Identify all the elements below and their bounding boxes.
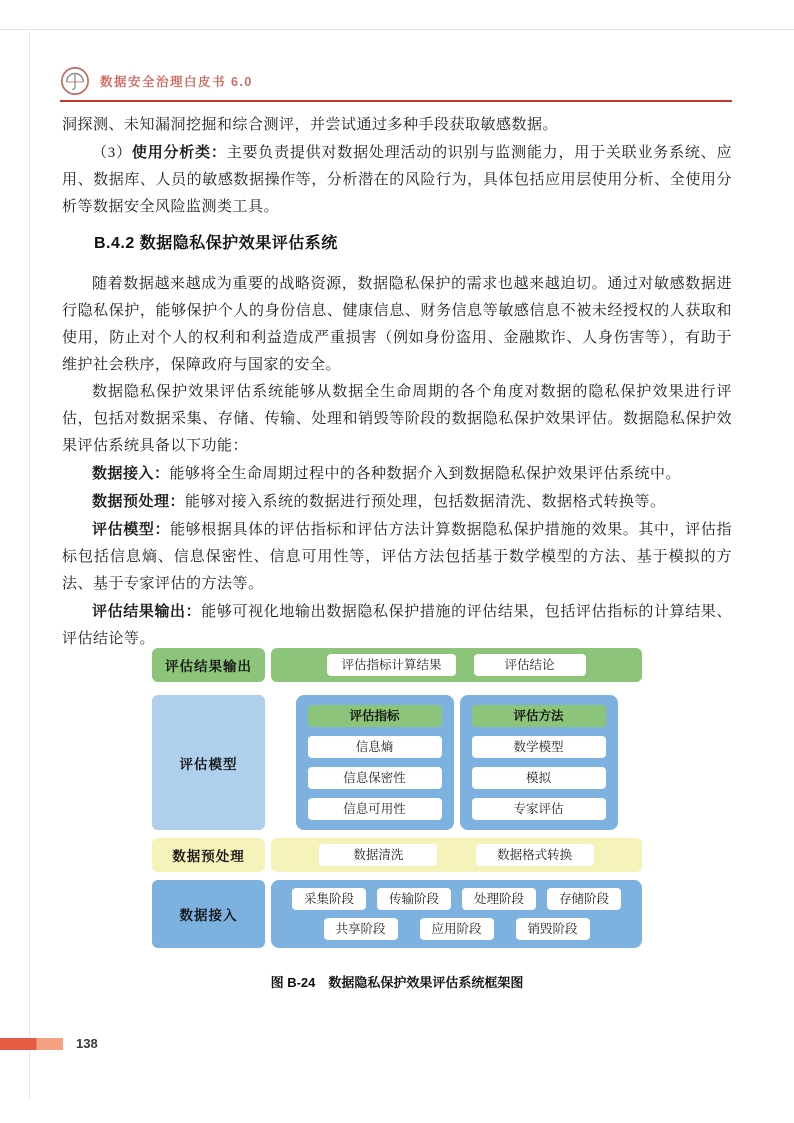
row-container-preprocess [271, 838, 642, 872]
function-lead: 数据接入： [92, 465, 170, 482]
diagram-box-math-model: 数学模型 [472, 736, 606, 758]
paragraph-function-output [62, 598, 732, 653]
list-item-number: （3） [92, 145, 132, 161]
diagram-box-availability: 信息可用性 [308, 798, 442, 820]
model-panels [271, 695, 642, 830]
diagram-box-process-stage: 处理阶段 [462, 888, 536, 910]
diagram-box-apply-stage: 应用阶段 [420, 918, 494, 940]
panel-indicators-title: 评估指标 [308, 705, 442, 727]
diagram-box-confidentiality: 信息保密性 [308, 767, 442, 789]
panel-indicators [296, 695, 454, 830]
diagram-box-transmit-stage: 传输阶段 [377, 888, 451, 910]
diagram-row-model [152, 695, 642, 830]
paragraph-function-model [62, 516, 732, 598]
access-stage-line-2 [281, 918, 632, 940]
row-label-access: 数据接入 [152, 880, 265, 948]
body-text [62, 112, 732, 653]
diagram-box-cleaning: 数据清洗 [319, 844, 437, 866]
list-item-text: 主要负责提供对数据处理活动的识别与监测能力，用于关联业务系统、应用、数据库、人员的敏感数据操作等，分析潜在的风险行为，具体包括应用层使用分析、全使用分析等数据安全风险监测类工具。 [62, 145, 732, 215]
paragraph-list-item [62, 139, 732, 221]
diagram-box-collect-stage: 采集阶段 [292, 888, 366, 910]
function-lead: 评估结果输出： [92, 603, 202, 620]
diagram-box-entropy: 信息熵 [308, 736, 442, 758]
panel-methods-title: 评估方法 [472, 705, 606, 727]
publisher-emblem-icon [60, 66, 90, 96]
framework-diagram [152, 648, 642, 948]
page-number-bar [0, 1038, 63, 1050]
page-header [60, 66, 253, 96]
row-container-access [271, 880, 642, 948]
panel-methods [460, 695, 618, 830]
diagram-box-format-convert: 数据格式转换 [476, 844, 594, 866]
function-text: 能够对接入系统的数据进行预处理，包括数据清洗、数据格式转换等。 [185, 494, 666, 510]
paragraph-overview: 数据隐私保护效果评估系统能够从数据全生命周期的各个角度对数据的隐私保护效果进行评估，包括对数据采集、存储、传输、处理和销毁等阶段的数据隐私保护效果评估。数据隐私保护效果评估系统具备以下功能： [62, 384, 732, 454]
figure-caption: 图 B-24 数据隐私保护效果评估系统框架图 [270, 975, 524, 990]
diagram-box-store-stage: 存储阶段 [547, 888, 621, 910]
diagram-box-share-stage: 共享阶段 [324, 918, 398, 940]
row-container-output [271, 648, 642, 682]
paragraph-function-access [62, 460, 732, 488]
function-lead: 评估模型： [92, 521, 171, 538]
function-text: 能够将全生命周期过程中的各种数据介入到数据隐私保护效果评估系统中。 [169, 466, 682, 482]
row-label-model: 评估模型 [152, 695, 265, 830]
header-divider [60, 100, 732, 102]
diagram-box-simulation: 模拟 [472, 767, 606, 789]
function-text: 能够可视化地输出数据隐私保护措施的评估结果，包括评估指标的计算结果、评估结论等。 [62, 604, 732, 647]
diagram-box-expert: 专家评估 [472, 798, 606, 820]
diagram-box-calc-result: 评估指标计算结果 [327, 654, 455, 676]
function-text: 能够根据具体的评估指标和评估方法计算数据隐私保护措施的效果。其中，评估指标包括信息熵、信息保密性、信息可用性等，评估方法包括基于数学模型的方法、基于模拟的方法、基于专家评估的方法等。 [62, 522, 732, 592]
header-booklet-title: 数据安全治理白皮书 6.0 [100, 75, 253, 89]
section-heading: B.4.2 数据隐私保护效果评估系统 [94, 235, 338, 252]
diagram-row-access [152, 880, 642, 948]
diagram-row-preprocess [152, 838, 642, 872]
paragraph-continuation: 洞探测、未知漏洞挖掘和综合测评，并尝试通过多种手段获取敏感数据。 [62, 117, 559, 133]
page-number: 138 [76, 1036, 98, 1051]
paragraph-function-preprocess [62, 488, 732, 516]
diagram-row-output [152, 648, 642, 682]
diagram-box-conclusion: 评估结论 [474, 654, 586, 676]
row-label-preprocess: 数据预处理 [152, 838, 265, 872]
paragraph-intro: 随着数据越来越成为重要的战略资源，数据隐私保护的需求也越来越迫切。通过对敏感数据进行隐私保护，能够保护个人的身份信息、健康信息、财务信息等敏感信息不被未经授权的人获取和使用，防止对个人的权利和利益造成严重损害（例如身份盗用、金融欺诈、人身伤害等），有助于维护社会秩序，保障政府与国家的安全。 [62, 276, 732, 373]
function-lead: 数据预处理： [92, 493, 186, 510]
page-edge-left [29, 29, 30, 1099]
diagram-box-destroy-stage: 销毁阶段 [516, 918, 590, 940]
row-label-output: 评估结果输出 [152, 648, 265, 682]
list-item-lead: 使用分析类： [131, 144, 227, 161]
page-edge-top [0, 29, 794, 30]
access-stage-line-1 [281, 888, 632, 910]
